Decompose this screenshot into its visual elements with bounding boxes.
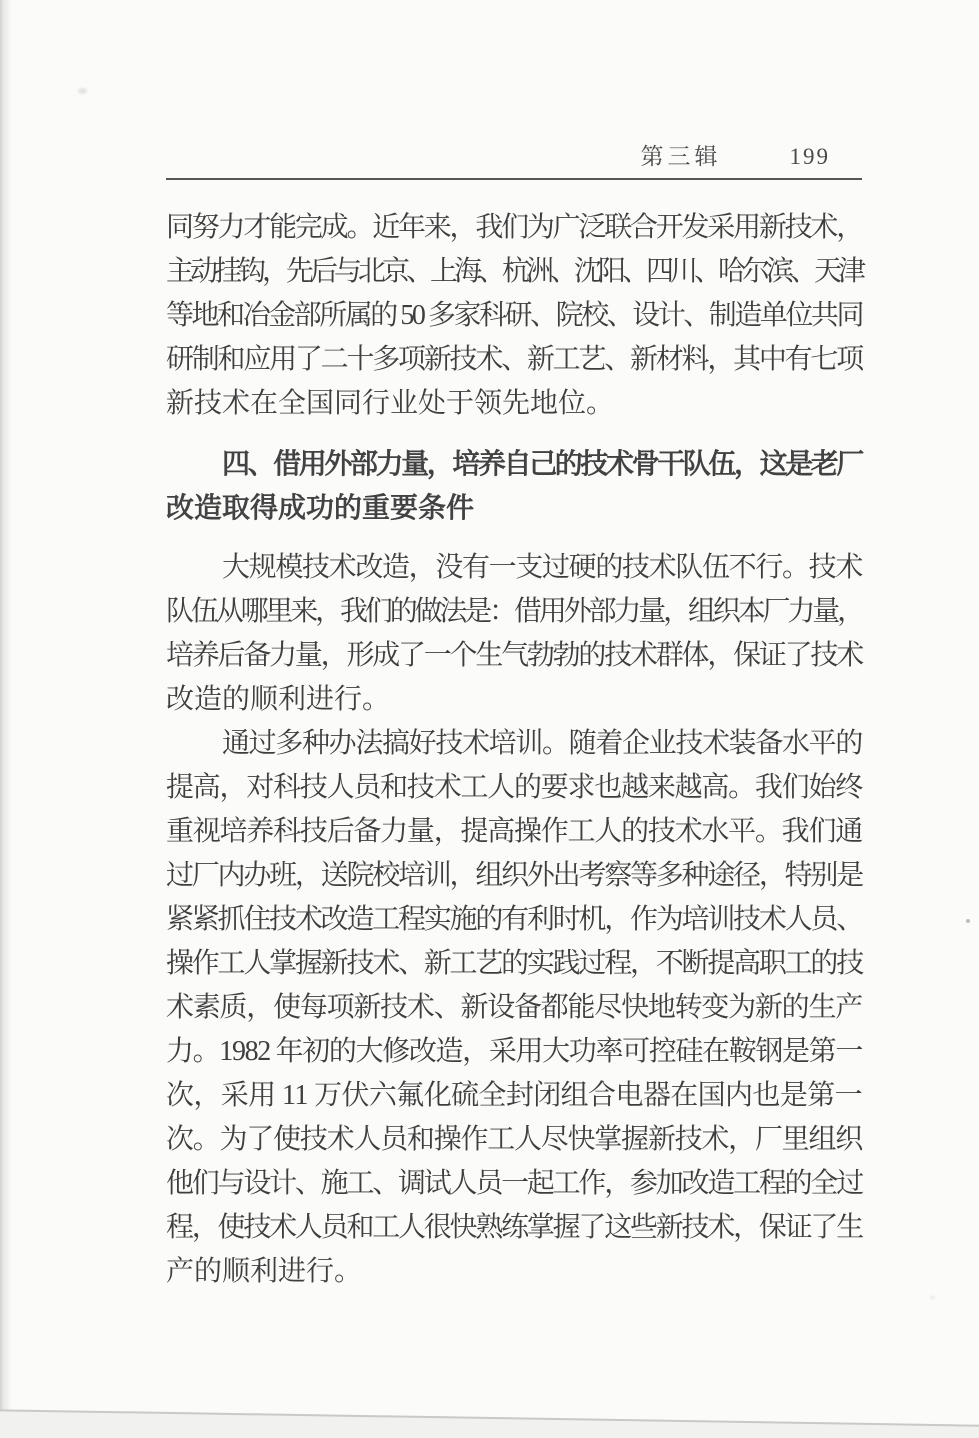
- text-line: 主动挂钩，先后与北京、上海、杭洲、沈阳、四川、哈尔滨、天津: [166, 256, 862, 287]
- page-number: 199: [789, 144, 830, 169]
- text-line: 过厂内办班，送院校培训，组织外出考察等多种途径，特别是: [166, 860, 862, 891]
- paragraph: [166, 722, 862, 1294]
- scan-speck: [930, 1296, 935, 1299]
- text-line: 术素质，使每项新技术、新设备都能尽快地转变为新的生产: [166, 992, 862, 1023]
- text-line: 紧紧抓住技术改造工程实施的有利时机，作为培训技术人员、: [166, 904, 862, 935]
- text-line: 次，采用 11 万伏六氟化硫全封闭组合电器在国内也是第一: [166, 1080, 862, 1111]
- paragraph-continuation: [166, 206, 862, 426]
- text-line: 操作工人掌握新技术、新工艺的实践过程，不断提高职工的技: [166, 948, 862, 979]
- page-header: [166, 145, 862, 169]
- text-line: 他们与设计、施工、调试人员一起工作，参加改造工程的全过: [166, 1168, 862, 1199]
- page-content: [166, 145, 862, 1294]
- text-line: 程，使技术人员和工人很快熟练掌握了这些新技术，保证了生: [166, 1212, 862, 1243]
- text-line: 次。为了使技术人员和操作工人尽快掌握新技术，厂里组织: [166, 1124, 862, 1155]
- text-line: 力。1982 年初的大修改造，采用大功率可控硅在鞍钢是第一: [166, 1036, 862, 1067]
- text-line: 提高，对科技人员和技术工人的要求也越来越高。我们始终: [166, 772, 862, 803]
- text-line: 培养后备力量，形成了一个生气勃勃的技术群体，保证了技术: [166, 640, 862, 671]
- section-title: 第三辑: [640, 144, 722, 169]
- text-line: 等地和冶金部所属的 50 多家科研、院校、设计、制造单位共同: [166, 300, 862, 331]
- scan-bottom-curl-shadow: [0, 1409, 979, 1438]
- scan-left-edge-shadow: [0, 0, 12, 1438]
- paragraph: [166, 546, 862, 722]
- page-body: [166, 206, 862, 1294]
- scan-speck: [78, 88, 87, 94]
- text-line: 研制和应用了二十多项新技术、新工艺、新材料，其中有七项: [166, 344, 862, 375]
- section-heading: [166, 442, 862, 530]
- heading-line: 改造取得成功的重要条件: [166, 492, 475, 523]
- header-rule: [166, 178, 862, 180]
- heading-line: 四、借用外部力量，培养自己的技术骨干队伍，这是老厂: [222, 448, 862, 479]
- text-line: 产的顺利进行。: [166, 1256, 363, 1287]
- text-line: 改造的顺利进行。: [166, 684, 391, 715]
- text-line: 通过多种办法搞好技术培训。随着企业技术装备水平的: [222, 728, 862, 759]
- text-line: 大规模技术改造，没有一支过硬的技术队伍不行。技术: [222, 552, 862, 583]
- text-line: 新技术在全国同行业处于领先地位。: [166, 388, 615, 419]
- text-line: 队伍从哪里来，我们的做法是：借用外部力量，组织本厂力量，: [166, 596, 862, 627]
- scan-speck: [966, 919, 970, 923]
- text-line: 重视培养科技后备力量，提高操作工人的技术水平。我们通: [166, 816, 862, 847]
- text-line: 同努力才能完成。近年来，我们为广泛联合开发采用新技术，: [166, 212, 862, 243]
